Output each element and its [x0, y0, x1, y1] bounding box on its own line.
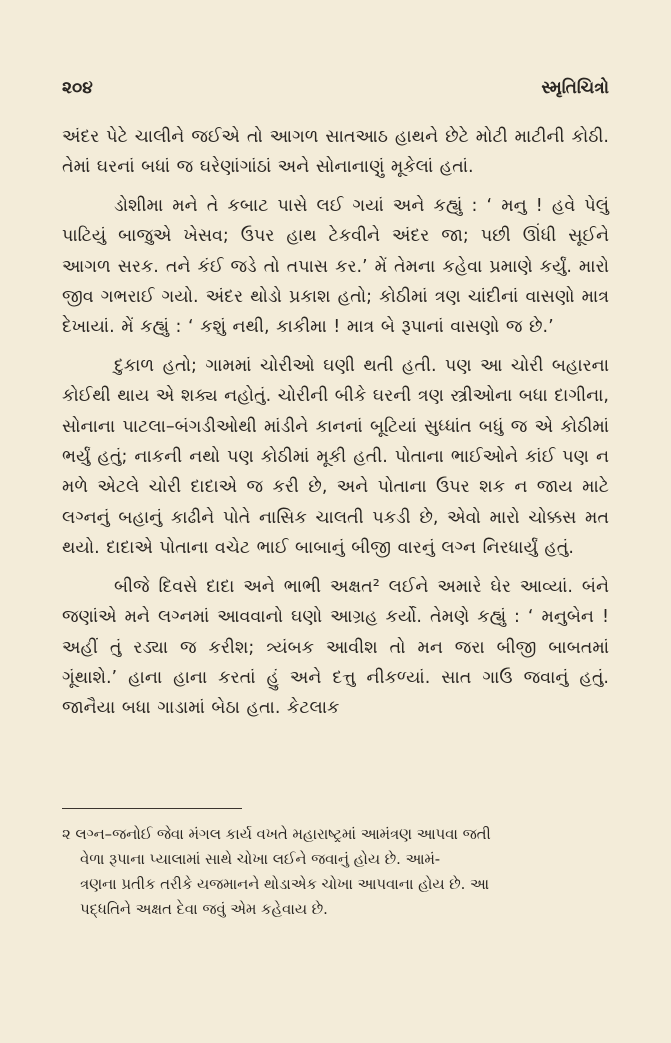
- page-header: [62, 78, 609, 98]
- paragraph-1: અંદર પેટે ચાલીને જઈએ તો આગળ સાતઆઠ હાથને છેટે મોટી માટીની કોઠી. તેમાં ઘરનાં બધાં જ ઘરેણાંગાંઠાં અને સોનાનાણું મૂકેલાં હતાં.: [62, 127, 609, 178]
- footnote-line: પદ્ધતિને અક્ષત દેવા જવું એમ કહેવાય છે.: [80, 901, 328, 918]
- footnote-line: વેળા રૂપાના પ્યાલામાં સાથે ચોખા લઈને જવાનું હોય છે. આમં-: [80, 851, 441, 868]
- footnote-rule: [62, 808, 242, 809]
- body-text: [62, 122, 609, 732]
- footnote-line: ૨ લગ્ન–જનોઈ જેવા મંગલ કાર્ય વખતે મહારાષ્ટ્રમાં આમંત્રણ આપવા જતી: [62, 826, 491, 843]
- paragraph-3: દુકાળ હતો; ગામમાં ચોરીઓ ઘણી થતી હતી. પણ આ ચોરી બહારના કોઈથી થાય એ શક્ય નહોતું. ચોરીની બીકે ઘરની ત્રણ સ્ત્રીઓના બધા દાગીના, સોનાના પાટલા–બંગડીઓથી માંડીને કાનનાં બૂટિયાં સુધ્ધાંત બધું જ એ કોઠીમાં ભર્યું હતું; નાકની નથો પણ કોઠીમાં મૂકી હતી. પોતાના ભાઈઓને કાંઈ પણ ન મળે એટલે ચોરી દાદાએ જ કરી છે, અને પોતાના ઉપર શક ન જાય માટે લગ્નનું બહાનું કાઢીને પોતે નાસિક ચાલતી પકડી છે, એવો મારો ચોક્કસ મત થયો. દાદાએ પોતાના વચેટ ભાઈ બાબાનું બીજી વારનું લગ્ન નિરધાર્યું હતું.: [62, 355, 609, 559]
- paragraph-4: બીજે દિવસે દાદા અને ભાભી અક્ષત² લઈને અમારે ઘેર આવ્યાં. બંને જણાંએ મને લગ્નમાં આવવાનો ઘણો આગ્રહ કર્યો. તેમણે કહ્યું : ‘ મનુબેન ! અહીં તું રડ્યા જ કરીશ; ત્ર્યંબક આવીશ તો મન જરા બીજી બાબતમાં ગૂંથાશે.’ હાના હાના કરતાં હું અને દત્તુ નીકળ્યાં. સાત ગાઉ જવાનું હતું. જાનૈયા બધા ગાડામાં બેઠા હતા. કેટલાક: [62, 576, 609, 719]
- footnote-line: ત્રણના પ્રતીક તરીકે યજમાનને થોડાએક ચોખા આપવાના હોય છે. આ: [80, 876, 489, 893]
- running-title: સ્મૃતિચિત્રો: [541, 78, 609, 98]
- paragraph-2: ડોશીમા મને તે કબાટ પાસે લઈ ગયાં અને કહ્યું : ‘ મનુ ! હવે પેલું પાટિયું બાજુએ ખેસવ; ઉપર હાથ ટેકવીને અંદર જા; પછી ઊંધી સૂઈને આગળ સરક. તને કંઈ જડે તો તપાસ કર.’ મેં તેમના કહેવા પ્રમાણે કર્યું. મારો જીવ ગભરાઈ ગયો. અંદર થોડો પ્રકાશ હતો; કોઠીમાં ત્રણ ચાંદીનાં વાસણો માત્ર દેખાયાં. મેં કહ્યું : ‘ કશું નથી, કાકીમા ! માત્ર બે રૂપાનાં વાસણો જ છે.’: [62, 195, 609, 338]
- footnote: [62, 822, 609, 922]
- page-number: ૨૦૪: [62, 78, 93, 98]
